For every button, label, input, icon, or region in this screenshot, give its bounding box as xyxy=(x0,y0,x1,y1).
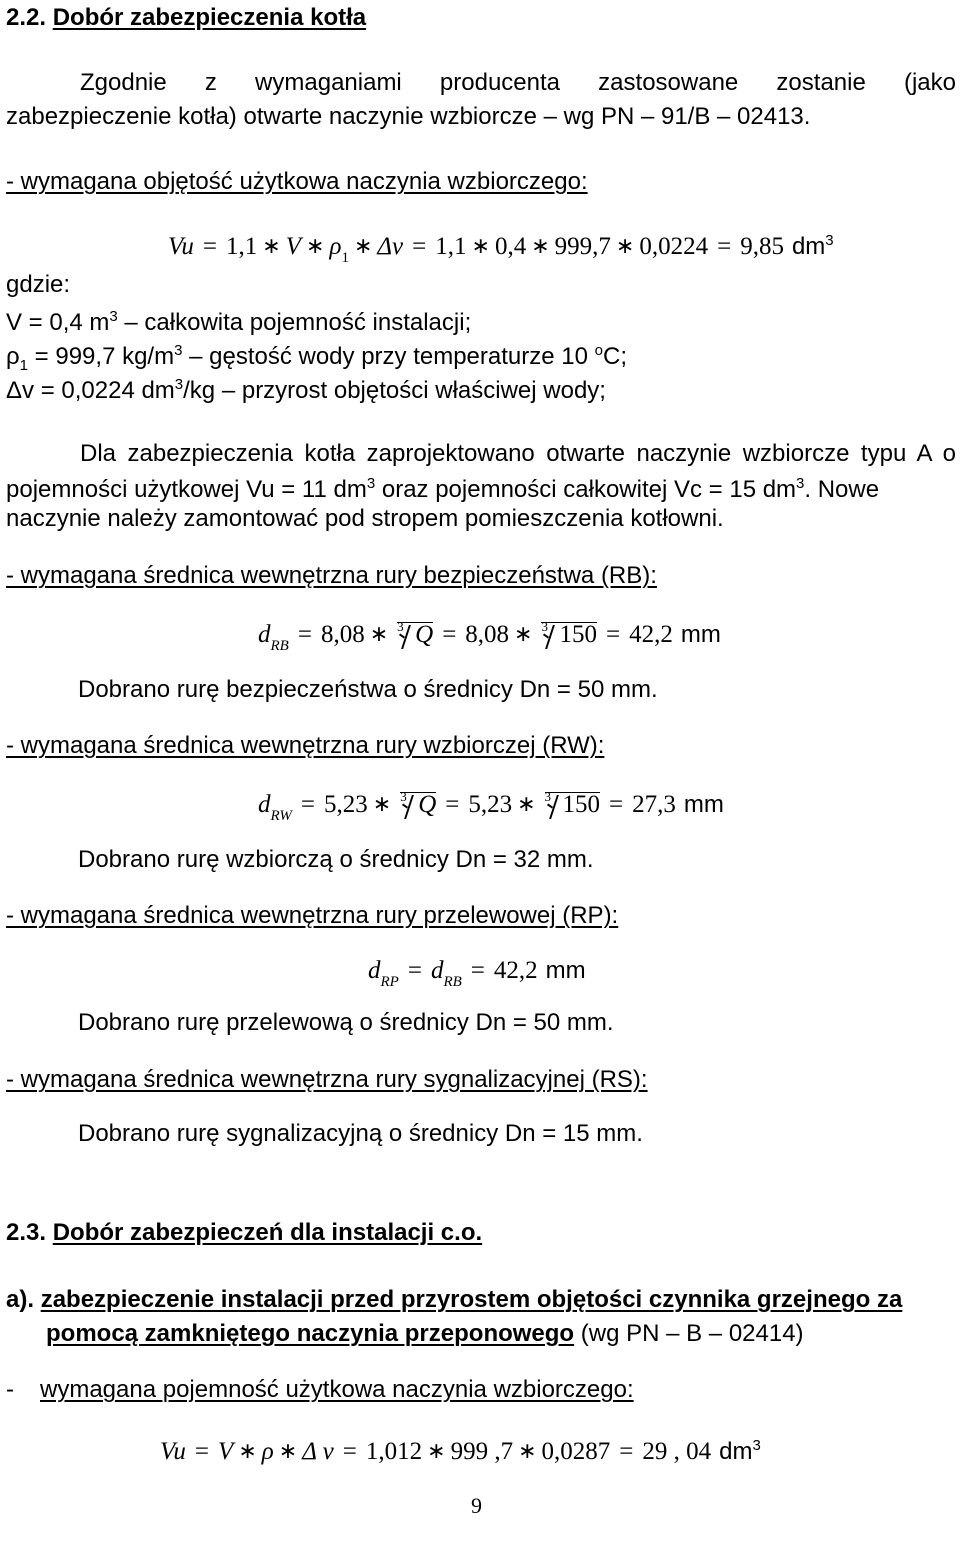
formula-vu2-c3: 0,0287 xyxy=(541,1438,611,1465)
formula-result: 9,85 xyxy=(740,233,784,260)
def-rho-a: ρ xyxy=(6,343,20,370)
section-title: Dobór zabezpieczenia kotła xyxy=(52,4,367,31)
radical-q xyxy=(397,619,434,648)
para2-line-2 xyxy=(6,470,879,504)
para2-line-3: naczynie należy zamontować pod stropem pomieszczenia kotłowni. xyxy=(6,505,724,532)
section-a-line-1 xyxy=(6,1286,902,1314)
formula-unit: dm xyxy=(791,233,826,260)
rb-heading xyxy=(6,562,657,590)
para2-line2-sup2: 3 xyxy=(796,475,805,492)
para2-word: typu xyxy=(860,440,907,467)
radical-150 xyxy=(544,789,601,818)
def-rho-d: C; xyxy=(602,343,627,370)
intro-word: wymaganiami xyxy=(255,69,402,96)
para2-word: kotła xyxy=(304,440,356,467)
intro-word: (jako xyxy=(903,69,956,96)
para2-word: zabezpieczenia xyxy=(127,440,293,467)
asterisk: ∗ xyxy=(262,233,281,258)
formula-c5: 0,0224 xyxy=(639,233,709,260)
section-title: Dobór zabezpieczeń dla instalacji c.o. xyxy=(52,1219,483,1246)
section-heading-2-2 xyxy=(6,4,366,32)
vu-heading xyxy=(6,168,588,196)
def-rho-sup2: o xyxy=(594,342,603,359)
formula-c2: 1,1 xyxy=(435,233,467,260)
formula-c4: 999,7 xyxy=(554,233,611,260)
rb-conclusion: Dobrano rurę bezpieczeństwa o średnicy Dn = 50 mm. xyxy=(78,676,658,703)
formula-rb-result: 42,2 xyxy=(629,621,673,648)
def-v-a: V = 0,4 m xyxy=(6,309,110,336)
formula-vu2-result: 29 , 04 xyxy=(642,1438,712,1465)
section-number: 2.2. xyxy=(6,4,47,31)
rp-conclusion: Dobrano rurę przelewową o średnicy Dn = 50 mm. xyxy=(78,1009,614,1036)
formula-vu2-unit-sup: 3 xyxy=(752,1437,761,1454)
para2-line2-c: . Nowe xyxy=(804,476,880,503)
intro-word: Zgodnie xyxy=(80,69,167,96)
formula-vu xyxy=(168,226,834,265)
radical-q xyxy=(400,789,437,818)
section-number: 2.3. xyxy=(6,1219,47,1246)
formula-rb-c: 8,08 xyxy=(320,621,365,648)
section-a-label: a). xyxy=(6,1286,35,1313)
def-rho-b: = 999,7 kg/m xyxy=(28,343,175,370)
formula-vu2-lhs: Vu xyxy=(160,1438,186,1465)
def-dv xyxy=(6,371,606,405)
formula-vu2-c1: 1,012 xyxy=(365,1438,423,1465)
vu2-dash: - xyxy=(6,1376,14,1403)
def-rho-sup: 3 xyxy=(174,342,183,359)
para2-line2-b: oraz pojemności całkowitej Vc = 15 dm xyxy=(375,476,797,503)
gdzie-label: gdzie: xyxy=(6,271,71,298)
formula-rw-c: 5,23 xyxy=(324,791,368,818)
page-number: 9 xyxy=(471,1493,482,1518)
formula-eq: = xyxy=(717,233,732,260)
formula-rw-q: 150 xyxy=(562,791,601,818)
formula-vu2-unit: dm xyxy=(719,1438,753,1465)
intro-word: producenta xyxy=(439,69,561,96)
formula-V: V xyxy=(285,233,301,260)
formula-rw-c2: 5,23 xyxy=(468,791,513,818)
formula-rp-unit: mm xyxy=(545,957,586,984)
para2-line2-a: pojemności użytkowej Vu = 11 dm xyxy=(6,476,367,503)
formula-rb-c2: 8,08 xyxy=(465,621,510,648)
formula-vu2-V: V xyxy=(218,1438,234,1465)
def-rho-sub: 1 xyxy=(19,356,28,374)
intro-word: z xyxy=(204,69,217,96)
vu2-heading xyxy=(6,1376,634,1404)
section-a-suffix: (wg PN – B – 02414) xyxy=(574,1320,804,1347)
formula-rho: ρ xyxy=(329,233,342,260)
formula-rho-sub: 1 xyxy=(341,250,349,266)
rw-conclusion: Dobrano rurę wzbiorczą o średnicy Dn = 32 mm. xyxy=(78,846,594,873)
asterisk: ∗ xyxy=(531,233,550,258)
vu-heading-text: - wymagana objętość użytkowa naczynia wzbiorczego: xyxy=(6,168,588,195)
def-dv-sup: 3 xyxy=(174,376,184,393)
def-v xyxy=(6,303,471,337)
rw-heading xyxy=(6,732,604,760)
formula-vu2-dv: Δ v xyxy=(302,1438,334,1465)
formula-rw: $d_{RW} = 5,23$ ∗ 3 Q = 5,23 ∗ 3 150 = 27,3 mm xyxy=(258,790,724,823)
vu2-heading-text: wymagana pojemność użytkowa naczynia wzbiorczego: xyxy=(40,1376,634,1403)
section-a-line-2 xyxy=(46,1320,804,1348)
rw-heading-text: - wymagana średnica wewnętrzna rury wzbiorczej (RW): xyxy=(6,732,605,759)
para2-word: wzbiorcze xyxy=(742,440,850,467)
para2-line2-sup: 3 xyxy=(366,475,376,492)
formula-c3: 0,4 xyxy=(494,233,527,260)
radical-index: 3 xyxy=(541,619,548,634)
formula-rw-Q: Q xyxy=(418,791,437,818)
para2-word: zaprojektowano xyxy=(366,440,535,467)
formula-rb: $d_{RB} = 8,08$ ∗ 3 Q = 8,08 ∗ 3 150 = 42,2 mm xyxy=(258,620,721,653)
para2-line-1 xyxy=(6,437,956,471)
section-a-title-1: zabezpieczenie instalacji przed przyrostem objętości czynnika grzejnego za xyxy=(40,1286,903,1313)
formula-rb-Q: Q xyxy=(415,621,434,648)
formula-rb-sub: RB xyxy=(270,638,289,654)
formula-rb-unit: mm xyxy=(680,621,721,648)
formula-rp-d2: d xyxy=(430,957,444,984)
rs-heading xyxy=(6,1066,648,1094)
radical-index: 3 xyxy=(400,789,407,804)
formula-eq: = xyxy=(412,233,427,260)
intro-word: zostanie xyxy=(776,69,866,96)
para2-word: naczynie xyxy=(636,440,732,467)
def-dv-a: Δv = 0,0224 dm xyxy=(6,377,175,404)
intro-line-2: zabezpieczenie kotła) otwarte naczynie wzbiorcze – wg PN – 91/B – 02413. xyxy=(6,103,811,130)
rp-heading-text: - wymagana średnica wewnętrzna rury przelewowej (RP): xyxy=(6,902,619,929)
section-a-title-2: pomocą zamkniętego naczynia przeponowego xyxy=(46,1320,575,1347)
formula-rw-unit: mm xyxy=(683,791,724,818)
para2-word: A xyxy=(916,440,932,467)
para2-word: Dla xyxy=(80,440,117,467)
def-v-sup: 3 xyxy=(109,308,118,325)
rb-heading-text: - wymagana średnica wewnętrzna rury bezpieczeństwa (RB): xyxy=(6,562,657,589)
formula-rw-result: 27,3 xyxy=(632,791,676,818)
asterisk: ∗ xyxy=(306,233,325,258)
formula-unit-sup: 3 xyxy=(825,232,834,249)
formula-rp-d: d xyxy=(368,957,381,984)
formula-vu2: Vu = V ∗ ρ ∗ Δ v = 1,012 ∗ 999 ,7 ∗ 0,0287 = 29 , 04 $dm^3$ xyxy=(160,1437,761,1465)
formula-rp-sub2: RB xyxy=(443,974,462,990)
formula-rp: $d_{RP} = d_{RB} = 42,2$ mm xyxy=(368,957,586,990)
formula-vu2-c2: 999 ,7 xyxy=(450,1438,514,1465)
para2-word: otwarte xyxy=(546,440,625,467)
formula-c1: 1,1 xyxy=(226,233,258,260)
intro-word: zastosowane xyxy=(598,69,739,96)
para2-word: o xyxy=(942,440,957,467)
rs-heading-text: - wymagana średnica wewnętrzna rury sygnalizacyjnej (RS): xyxy=(6,1066,648,1093)
radical-150 xyxy=(541,619,597,648)
def-rho-c: – gęstość wody przy temperaturze 10 xyxy=(182,343,595,370)
formula-rw-d: d xyxy=(258,791,271,818)
formula-vu2-rho: ρ xyxy=(261,1438,274,1465)
rp-heading xyxy=(6,902,618,930)
def-v-b: – całkowita pojemność instalacji; xyxy=(117,309,472,336)
formula-eq: = xyxy=(202,233,218,260)
formula-rp-sub: RP xyxy=(380,974,399,990)
section-heading-2-3 xyxy=(6,1219,482,1247)
radical-index: 3 xyxy=(397,619,404,634)
asterisk: ∗ xyxy=(471,233,490,258)
def-dv-b: /kg – przyrost objętości właściwej wody; xyxy=(183,377,606,404)
intro-line-1 xyxy=(6,66,956,100)
formula-rp-result: 42,2 xyxy=(493,957,538,984)
asterisk: ∗ xyxy=(615,233,635,258)
formula-rw-sub: RW xyxy=(270,808,292,824)
formula-rb-d: d xyxy=(258,621,271,648)
rs-conclusion: Dobrano rurę sygnalizacyjną o średnicy Dn = 15 mm. xyxy=(78,1120,643,1147)
asterisk: ∗ xyxy=(353,233,373,258)
radical-index: 3 xyxy=(544,789,552,804)
formula-dv: Δv xyxy=(377,233,404,260)
formula-lhs: Vu xyxy=(168,233,194,260)
formula-rb-q: 150 xyxy=(559,621,597,648)
